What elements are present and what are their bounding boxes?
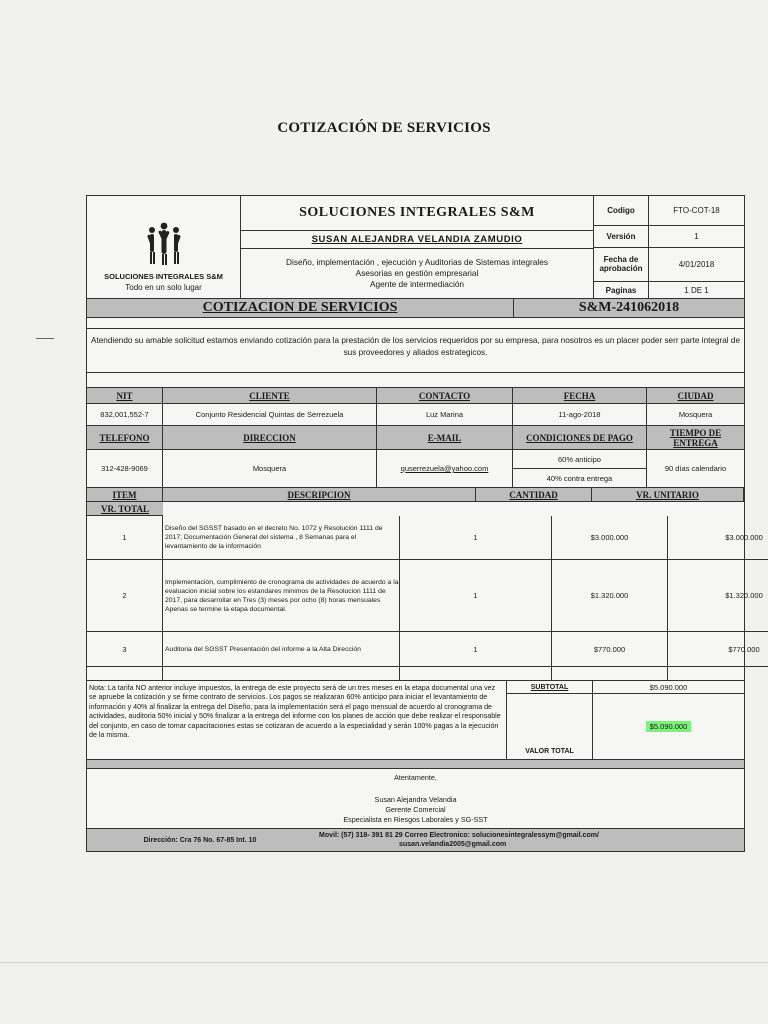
meta-value: FTO-COT-18 [673,206,720,216]
client-email-link[interactable]: quserrezuela@yahoo.com [377,450,513,488]
document-title: COTIZACIÓN DE SERVICIOS [277,120,491,136]
quotation-band [87,299,744,318]
client-header: NIT [87,388,163,404]
meta-key: Codigo [594,196,649,225]
delivery-time: 90 días calendario [647,450,744,488]
client-header: TELEFONO [87,426,163,450]
signer-specialty: Especialista en Riesgos Laborales y SG-SST [343,815,488,824]
meta-value: 1 DE 1 [684,285,709,295]
document-metadata [594,196,744,298]
company-name: SOLUCIONES INTEGRALES S&M [241,196,593,231]
totals-labels [507,681,593,759]
item-description: Diseño del SGSST basado en el decreto No. 1072 y Resolución 1111 de 2017; Documentación General del sistema , 8 Semanas para el levantamiento de la información [163,516,400,560]
client-header: TIEMPO DE ENTREGA [647,426,744,450]
client-header: CONTACTO [377,388,513,404]
client-header: CLIENTE [163,388,377,404]
payment-on-delivery: 40% contra entrega [546,473,613,483]
service-line: Diseño, implementación , ejecución y Auditorias de Sistemas integrales [286,257,548,267]
page-edge-line [0,962,768,963]
logo-company-name: SOLUCIONES INTEGRALES S&M [104,272,223,281]
closing: Atentamente, [394,773,437,782]
meta-value: 4/01/2018 [678,259,715,269]
footer-address: Dirección: Cra 76 No. 67-85 Int. 10 [143,836,257,844]
item-total: $1.320.000 [668,560,768,632]
items-header: VR. TOTAL [87,502,163,516]
items-header: VR. UNITARIO [592,488,744,502]
logo-slogan: Todo en un solo lugar [125,283,202,292]
item-total: $770.000 [668,632,768,667]
signer-name: Susan Alejandra Velandia [374,795,457,804]
total-label: VALOR TOTAL [525,748,574,755]
people-logo-icon [142,220,186,266]
empty-cell [668,667,744,681]
item-quantity: 1 [400,560,552,632]
footer-contact-line: Movil: (57) 318- 391 81 29 Correo Electronico: solucionesintegralessym@gmail.com/ [319,832,599,839]
payment-conditions [513,450,647,488]
quotation-code: S&M-241062018 [578,300,680,315]
notes-and-totals [87,681,744,760]
terms-note: Nota: La tarifa NO anterior incluye impuestos, la entrega de este proyecto será de un tres meses en la etapa documental una vez se apruebe la cotización y se firme contrato de servicios. Los pagos se realizaran 60% anticipo para iniciar el levantamiento de información y 40% al finalizar la entrega del Diseño, para la implementación será el pago mensual de acuerdo al cronograma de actividades, auditoria 50% inicial y 50% finalizar a la entrega del informe con los planes de acción que debe realizar el responsable del conjunto, en caso de tomar capacitaciones estas se cotizaran de acuerdo a la especialidad y serán 100% pagas a la ejecución de la misma. [87,681,507,759]
meta-pages [594,282,744,298]
item-unit-price: $770.000 [552,632,668,667]
item-number: 3 [87,632,163,667]
item-description: Implementación, cumplimiento de cronograma de actividades de acuerdo a la evaluacion inicial sobre los estandares minimos de la Resolucion 1111 de 2017, para desarrollar en Tres (3) meses por ocho (8) horas mensuales Apenas se termine la etapa documental. [163,560,400,632]
quotation-form [86,195,763,852]
items-header: DESCRIPCION [163,488,476,502]
items-table [87,488,744,516]
company-logo [87,196,241,298]
payment-advance: 60% anticipo [513,450,646,469]
services-list [241,249,593,298]
empty-cell [552,667,668,681]
total-value: $5.090.000 [646,721,692,732]
footer-email-line: susan.velandia2005@gmail.com [399,841,507,848]
contact-footer [87,829,744,851]
signer-role: Gerente Comercial [385,805,446,814]
item-quantity: 1 [400,632,552,667]
quotation-band-title: COTIZACION DE SERVICIOS [87,299,514,317]
client-name: Conjunto Residencial Quintas de Serrezuela [163,404,377,426]
meta-value: 1 [694,231,699,241]
client-table [87,388,744,488]
empty-cell [87,667,163,681]
client-header: DIRECCION [163,426,377,450]
meta-key: Paginas [594,282,649,298]
spacer-row [87,373,744,388]
items-header: ITEM [87,488,163,502]
item-number: 1 [87,516,163,560]
client-nit: 832,001,552-7 [87,404,163,426]
items-header: CANTIDAD [476,488,592,502]
company-info [241,196,594,298]
item-description: Auditoria del SGSST Presentación del informe a la Alta Dirección [163,632,400,667]
meta-key: Versión [594,226,649,246]
meta-key: Fecha de aprobación [594,248,649,282]
scan-mark [36,338,54,339]
subtotal-label: SUBTOTAL [507,681,592,694]
item-quantity: 1 [400,516,552,560]
client-city: Mosquera [647,404,744,426]
client-header: CONDICIONES DE PAGO [513,426,647,450]
items-rows [87,516,763,681]
divider-band [87,760,744,769]
client-header: CIUDAD [647,388,744,404]
meta-version [594,226,744,247]
client-date: 11-ago-2018 [513,404,647,426]
representative-name: SUSAN ALEJANDRA VELANDIA ZAMUDIO [241,231,593,249]
totals-values [593,681,744,759]
form-header [87,196,744,299]
service-line: Asesorias en gestión empresarial [355,268,479,278]
empty-cell [400,667,552,681]
subtotal-value: $5.090.000 [593,681,744,694]
spacer-row [87,318,744,329]
client-contact: Luz Marina [377,404,513,426]
meta-code [594,196,744,226]
client-header: FECHA [513,388,647,404]
client-header: E-MAIL [377,426,513,450]
client-phone: 312-428-9069 [87,450,163,488]
item-unit-price: $3.000.000 [552,516,668,560]
item-number: 2 [87,560,163,632]
meta-approval-date [594,248,744,283]
item-total: $3.000.000 [668,516,768,560]
intro-text: Atendiendo su amable solicitud estamos enviando cotización para la prestación de los servicios requeridos por su empresa, para nosotros es un placer poder serr parte integral de sus proveedores y aliados estrategicos. [87,329,744,373]
footer-contact [313,831,744,849]
item-unit-price: $1.320.000 [552,560,668,632]
service-line: Agente de intermediación [369,279,465,289]
empty-cell [163,667,400,681]
client-address: Mosquera [163,450,377,488]
signature-block [87,769,744,829]
total-value-cell [593,694,744,759]
